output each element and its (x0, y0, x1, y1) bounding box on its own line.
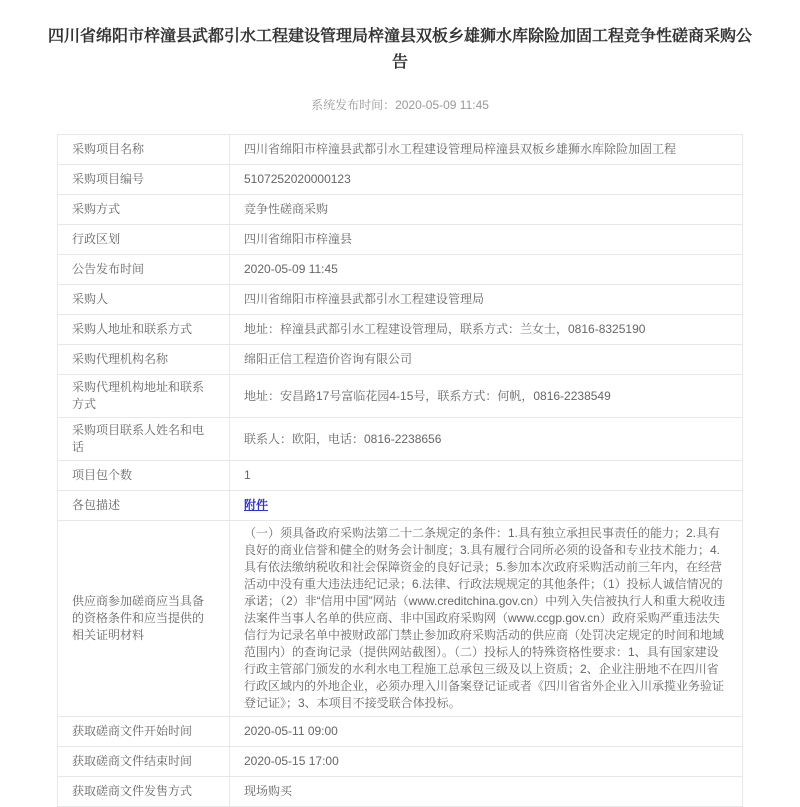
row-value: 地址：梓潼县武都引水工程建设管理局，联系方式：兰女士，0816-8325190 (230, 315, 743, 345)
row-label: 采购代理机构地址和联系方式 (58, 375, 230, 418)
row-value: 四川省绵阳市梓潼县 (230, 225, 743, 255)
table-row (58, 717, 743, 747)
row-value: 地址：安昌路17号富临花园4-15号，联系方式：何帆，0816-2238549 (230, 375, 743, 418)
row-label: 获取磋商文件结束时间 (58, 747, 230, 777)
row-label: 采购代理机构名称 (58, 345, 230, 375)
row-value: 四川省绵阳市梓潼县武都引水工程建设管理局 (230, 285, 743, 315)
row-value: （一）须具备政府采购法第二十二条规定的条件：1.具有独立承担民事责任的能力；2.具有良好的商业信誉和健全的财务会计制度；3.具有履行合同所必须的设备和专业技术能力；4.具有依法缴纳税收和社会保障资金的良好记录；5.参加本次政府采购活动前三年内，在经营活动中没有重大违法违纪记录；6.法律、行政法规规定的其他条件；（1）投标人诚信情况的承诺；（2）非“信用中国”网站（www.creditchina.gov.cn）中列入失信被执行人和重大税收违法案件当事人名单的供应商、非中国政府采购网（www.ccgp.gov.cn）政府采购严重违法失信行为记录名单中被财政部门禁止参加政府采购活动的供应商（处罚决定规定的时间和地域范围内）的查询记录（提供网站截图）。（二）投标人的特殊资格性要求：1、具有国家建设行政主管部门颁发的水利水电工程施工总承包三级及以上资质；2、企业注册地不在四川省行政区域内的外地企业，必须办理入川备案登记证或者《四川省省外企业入川承揽业务验证登记证》；3、本项目不接受联合体投标。 (230, 521, 743, 717)
row-label: 各包描述 (58, 491, 230, 521)
row-label: 行政区划 (58, 225, 230, 255)
row-value: 5107252020000123 (230, 165, 743, 195)
table-row (58, 521, 743, 717)
table-row (58, 418, 743, 461)
table-row (58, 747, 743, 777)
row-value: 现场购买 (230, 777, 743, 807)
row-value: 2020-05-15 17:00 (230, 747, 743, 777)
announcement-table (57, 134, 743, 807)
row-value: 四川省绵阳市梓潼县武都引水工程建设管理局梓潼县双板乡雄狮水库除险加固工程 (230, 135, 743, 165)
row-value: 联系人：欧阳，电话：0816-2238656 (230, 418, 743, 461)
row-label: 采购人 (58, 285, 230, 315)
table-row (58, 285, 743, 315)
row-label: 采购方式 (58, 195, 230, 225)
table-row (58, 461, 743, 491)
row-value (230, 491, 743, 521)
table-row (58, 225, 743, 255)
row-label: 采购项目编号 (58, 165, 230, 195)
publish-time-value: 2020-05-09 11:45 (395, 98, 489, 112)
table-row (58, 255, 743, 285)
publish-time-label: 系统发布时间： (311, 98, 396, 112)
row-label: 获取磋商文件发售方式 (58, 777, 230, 807)
table-row (58, 491, 743, 521)
table-row (58, 195, 743, 225)
table-row (58, 345, 743, 375)
row-value: 绵阳正信工程造价咨询有限公司 (230, 345, 743, 375)
publish-time (0, 96, 800, 113)
table-row (58, 135, 743, 165)
attachment-link[interactable]: 附件 (244, 498, 269, 512)
table-row (58, 315, 743, 345)
page-title: 四川省绵阳市梓潼县武都引水工程建设管理局梓潼县双板乡雄狮水库除险加固工程竞争性磋商采购公告 (47, 28, 752, 71)
table-row (58, 375, 743, 418)
row-value: 2020-05-09 11:45 (230, 255, 743, 285)
row-value: 竞争性磋商采购 (230, 195, 743, 225)
row-value: 2020-05-11 09:00 (230, 717, 743, 747)
row-label: 采购人地址和联系方式 (58, 315, 230, 345)
row-label: 供应商参加磋商应当具备的资格条件和应当提供的相关证明材料 (58, 521, 230, 717)
table-row (58, 777, 743, 807)
announcement-table-body (58, 135, 743, 807)
row-label: 采购项目名称 (58, 135, 230, 165)
row-label: 公告发布时间 (58, 255, 230, 285)
row-label: 项目包个数 (58, 461, 230, 491)
row-label: 采购项目联系人姓名和电话 (58, 418, 230, 461)
row-value: 1 (230, 461, 743, 491)
table-row (58, 165, 743, 195)
row-label: 获取磋商文件开始时间 (58, 717, 230, 747)
